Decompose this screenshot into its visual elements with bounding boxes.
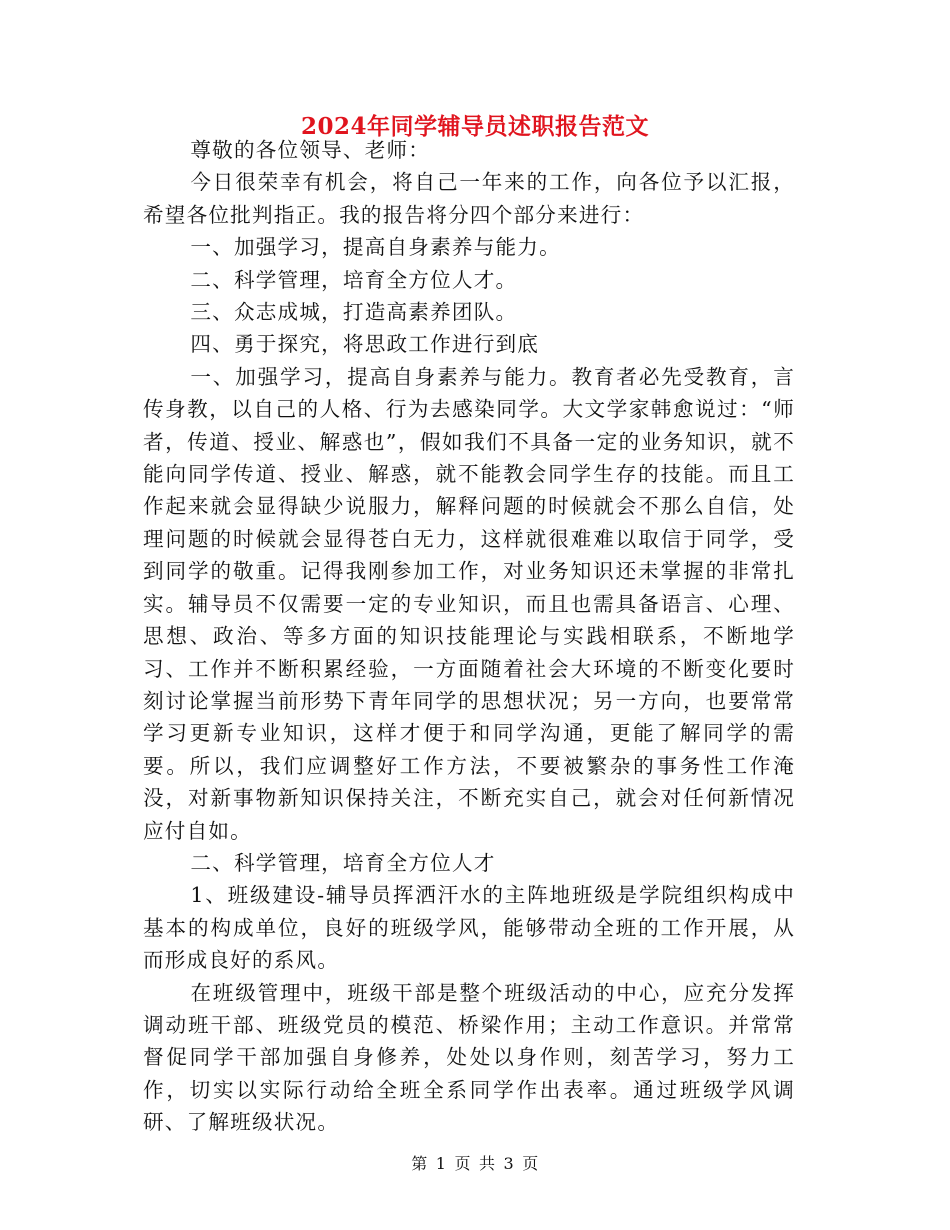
section-heading-2: 二、科学管理，培育全方位人才 [190,850,496,875]
paragraph-class-management: 在班级管理中，班级干部是整个班级活动的中心，应充分发挥调动班干部、班级党员的模范、桥梁作用；主动工作意识。并常常督促同学干部加强自身修养，处处以身作则，刻苦学习，努力工作，切实以实际行动给全班全系同学作出表率。通过班级学风调研、了解班级状况。 [143,980,795,1135]
footer-current-page: 1 [435,1154,447,1173]
paragraph-salutation: 尊敬的各位领导、老师： [190,138,431,162]
paragraph-class-building: 1、班级建设-辅导员挥洒汗水的主阵地班级是学院组织构成中基本的构成单位，良好的班级学风，能够带动全班的工作开展，从而形成良好的系风。 [143,883,795,973]
outline-item-2: 二、科学管理，培育全方位人才。 [190,267,518,292]
outline-item-3: 三、众志成城，打造高素养团队。 [190,300,518,325]
paragraph-intro: 今日很荣幸有机会，将自己一年来的工作，向各位予以汇报，希望各位批判指正。我的报告将分四个部分来进行： [143,170,795,227]
page-footer [0,1152,950,1176]
paragraph-section-1: 一、加强学习，提高自身素养与能力。教育者必先受教育，言传身教，以自己的人格、行为去感染同学。大文学家韩愈说过：“师者，传道、授业、解惑也”，假如我们不具备一定的业务知识，就不能向同学传道、授业、解惑，就不能教会同学生存的技能。而且工作起来就会显得缺少说服力，解释问题的时候就会不那么自信，处理问题的时候就会显得苍白无力，这样就很难难以取信于同学，受到同学的敬重。记得我刚参加工作，对业务知识还未掌握的非常扎实。辅导员不仅需要一定的专业知识，而且也需具备语言、心理、思想、政治、等多方面的知识技能理论与实践相联系，不断地学习、工作并不断积累经验，一方面随着社会大环境的不断变化要时刻讨论掌握当前形势下青年同学的思想状况；另一方向，也要常常学习更新专业知识，这样才便于和同学沟通，更能了解同学的需要。所以，我们应调整好工作方法，不要被繁杂的事务性工作淹没，对新事物新知识保持关注，不断充实自己，就会对任何新情况应付自如。 [143,364,795,843]
document-title: 2024年同学辅导员述职报告范文 [300,113,649,140]
footer-total-pages: 3 [503,1154,515,1173]
footer-total-unit: 页 [522,1154,539,1173]
footer-page-unit: 页 [454,1154,471,1173]
outline-item-4: 四、勇于探究，将思政工作进行到底 [190,332,540,357]
footer-total-prefix: 共 [479,1154,496,1173]
footer-prefix: 第 [411,1154,428,1173]
outline-item-1: 一、加强学习，提高自身素养与能力。 [190,235,561,260]
document-body [143,134,795,1139]
